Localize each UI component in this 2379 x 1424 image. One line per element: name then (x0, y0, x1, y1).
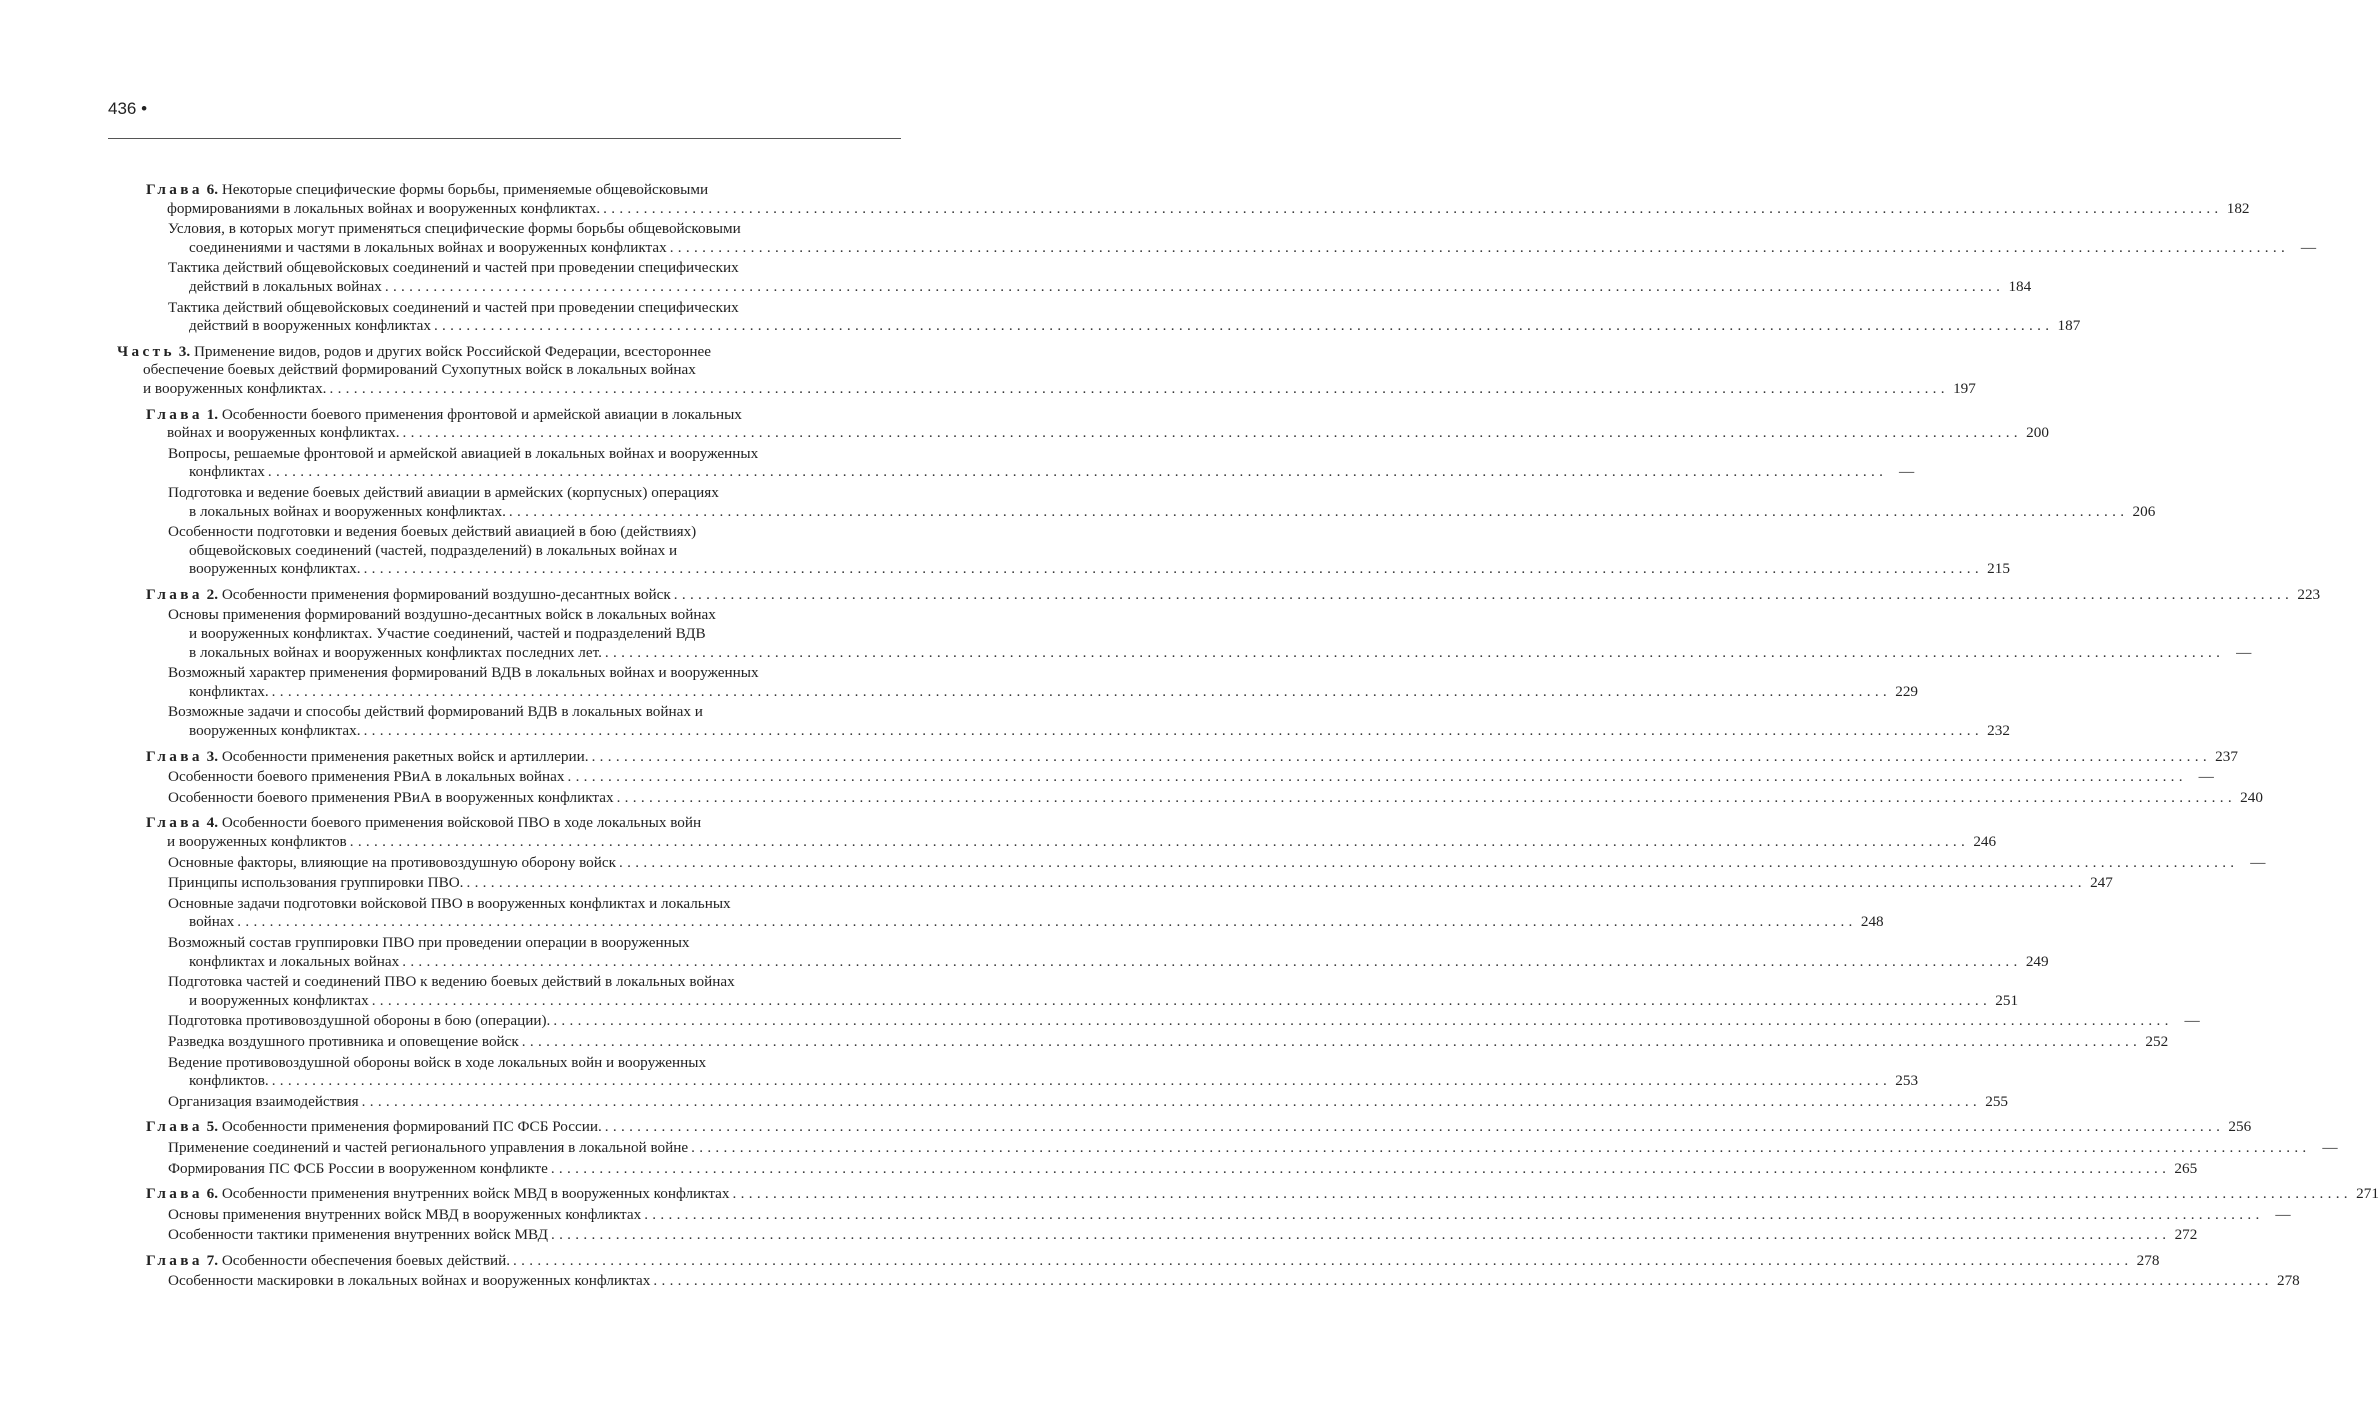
toc-entry-text: Особенности подготовки и ведения боевых действий авиацией в бою (действиях) (168, 523, 697, 541)
toc-section-entry (168, 664, 1919, 701)
toc-leader-dots: ........................................................................................................................................................................................................ (363, 560, 1983, 578)
toc-entry-text: конфликтах. (189, 682, 269, 700)
toc-entry-text: Возможные задачи и способы действий формирований ВДВ в локальных войнах и (168, 703, 703, 721)
toc-entry-text: и вооруженных конфликтах (189, 991, 369, 1009)
toc-leader-dots: ........................................................................................................................................................................................................ (433, 317, 2054, 335)
toc-chapter-entry (146, 181, 2250, 218)
toc-section-entry (168, 853, 2266, 873)
toc-section-entry (168, 523, 2010, 579)
toc-part-entry (117, 342, 1976, 399)
toc-entry-text: Основы применения внутренних войск МВД в вооруженных конфликтах (168, 1205, 642, 1223)
toc-entry-text: в локальных войнах и вооруженных конфликтах. (189, 502, 506, 520)
toc-chapter-entry (146, 1118, 2252, 1137)
toc-page-number: 237 (2215, 747, 2238, 765)
toc-entry-text: формированиями в локальных войнах и вооруженных конфликтах. (167, 199, 601, 217)
toc-section-entry (168, 220, 2317, 257)
toc-leader-dots: ........................................................................................................................................................................................................ (550, 1159, 2171, 1177)
toc-entry-text: Особенности применения внутренних войск МВД в вооруженных конфликтах (221, 1185, 730, 1203)
toc-leader-dots: ........................................................................................................................................................................................................ (363, 722, 1983, 740)
toc-page-number: — (2236, 643, 2252, 661)
toc-entry-text: соединениями и частями в локальных войнах и вооруженных конфликтах (189, 238, 667, 256)
toc-leader-dots: ........................................................................................................................................................................................................ (603, 199, 2223, 217)
toc-leader-dots: ........................................................................................................................................................................................................ (271, 1072, 1892, 1090)
toc-page-number: 256 (2228, 1118, 2252, 1136)
toc-entry-label: Глава (146, 1118, 203, 1136)
toc-page-number: 265 (2174, 1159, 2198, 1177)
toc-leader-dots: ........................................................................................................................................................................................................ (669, 238, 2290, 256)
toc-page-number: — (2322, 1138, 2338, 1156)
toc-chapter-entry (146, 1251, 2160, 1271)
toc-entry-label: Часть (117, 342, 175, 360)
toc-entry-text: Подготовка противовоздушной обороны в бою (операции). (168, 1012, 551, 1030)
toc-section-entry (168, 1159, 2198, 1179)
table-of-contents (0, 181, 2379, 1291)
toc-entry-number: 4. (206, 814, 219, 832)
toc-entry-text: Разведка воздушного противника и оповещение войск (168, 1032, 519, 1050)
toc-section-entry (168, 259, 2032, 296)
toc-entry-text: в локальных войнах и вооруженных конфликтах последних лет. (189, 643, 602, 661)
toc-leader-dots: ........................................................................................................................................................................................................ (619, 853, 2239, 871)
toc-page-number: — (2300, 238, 2317, 256)
toc-section-entry (168, 1138, 2338, 1158)
toc-entry-text: Применение соединений и частей регионального управления в локальной войне (168, 1138, 689, 1156)
toc-entry-label: Глава (146, 814, 203, 832)
toc-section-entry (168, 483, 2156, 521)
toc-page-number: 278 (2136, 1251, 2160, 1269)
toc-entry-text: Особенности обеспечения боевых действий. (221, 1251, 511, 1269)
toc-entry-label: Глава (146, 405, 203, 423)
toc-entry-text: Особенности тактики применения внутренних войск МВД (168, 1226, 548, 1244)
toc-chapter-entry (146, 1185, 2379, 1204)
toc-leader-dots: ........................................................................................................................................................................................................ (237, 913, 1857, 931)
toc-leader-dots: ........................................................................................................................................................................................................ (384, 277, 2005, 295)
toc-section-entry (168, 874, 2113, 893)
toc-page-number: — (2198, 768, 2214, 786)
toc-entry-text: войнах (189, 913, 235, 931)
toc-entry-text: Основные задачи подготовки войсковой ПВО в вооруженных конфликтах и локальных (168, 894, 731, 912)
toc-leader-dots: ........................................................................................................................................................................................................ (361, 1092, 1982, 1110)
toc-leader-dots: ........................................................................................................................................................................................................ (553, 1012, 2173, 1030)
toc-section-entry (168, 606, 2252, 662)
toc-leader-dots: ........................................................................................................................................................................................................ (402, 424, 2022, 442)
toc-entry-text: обеспечение боевых действий формирований Сухопутных войск в локальных войнах (143, 361, 696, 379)
toc-entry-number: 6. (206, 181, 219, 198)
toc-page-number: 278 (2276, 1272, 2300, 1290)
toc-entry-text: Формирования ПС ФСБ России в вооруженном конфликте (168, 1159, 548, 1177)
toc-entry-text: Особенности применения формирований воздушно-десантных войск (221, 585, 671, 603)
toc-section-entry (168, 788, 2263, 808)
toc-entry-label: Глава (146, 585, 203, 603)
toc-page-number: — (2275, 1205, 2291, 1223)
toc-leader-dots: ........................................................................................................................................................................................................ (329, 379, 1949, 397)
toc-leader-dots: ........................................................................................................................................................................................................ (349, 833, 1970, 850)
toc-entry-number: 3. (178, 342, 191, 360)
page-number: 436 • (108, 99, 148, 118)
toc-section-entry (168, 444, 1915, 482)
toc-page-number: — (1899, 463, 1915, 481)
toc-leader-dots: ........................................................................................................................................................................................................ (644, 1205, 2264, 1223)
toc-leader-dots: ........................................................................................................................................................................................................ (466, 874, 2086, 892)
toc-page-number: 240 (2240, 788, 2263, 806)
toc-entry-text: и вооруженных конфликтов (167, 833, 347, 850)
toc-leader-dots: ........................................................................................................................................................................................................ (550, 1226, 2171, 1244)
toc-entry-text: конфликтов. (189, 1072, 269, 1090)
toc-leader-dots: ........................................................................................................................................................................................................ (521, 1032, 2142, 1050)
toc-leader-dots: ........................................................................................................................................................................................................ (673, 585, 2294, 603)
toc-entry-number: 3. (206, 747, 219, 765)
toc-page-number: 223 (2297, 585, 2321, 603)
toc-entry-text: вооруженных конфликтах. (189, 560, 361, 578)
toc-page-number: 255 (1985, 1092, 2009, 1110)
toc-entry-text: Особенности боевого применения войсковой ПВО в ходе локальных войн (221, 814, 702, 832)
toc-section-entry (168, 1012, 2200, 1031)
toc-leader-dots: ........................................................................................................................................................................................................ (732, 1185, 2352, 1203)
toc-entry-text: Подготовка частей и соединений ПВО к ведению боевых действий в локальных войнах (168, 973, 735, 991)
toc-page-number: 182 (2226, 199, 2250, 217)
toc-section-entry (168, 1272, 2300, 1291)
toc-entry-label: Глава (146, 1185, 203, 1203)
toc-entry-text: Подготовка и ведение боевых действий авиации в армейских (корпусных) операциях (168, 483, 719, 501)
toc-page-number: 215 (1987, 560, 2010, 578)
toc-page-number: 271 (2356, 1185, 2379, 1203)
toc-leader-dots: ........................................................................................................................................................................................................ (508, 502, 2129, 520)
toc-entry-text: Тактика действий общевойсковых соединений и частей при проведении специфических (168, 259, 739, 277)
toc-chapter-entry (146, 814, 1997, 851)
toc-leader-dots: ........................................................................................................................................................................................................ (616, 788, 2236, 806)
toc-entry-text: войнах и вооруженных конфликтах. (167, 424, 400, 442)
toc-leader-dots: ........................................................................................................................................................................................................ (402, 952, 2022, 970)
toc-entry-text: Основы применения формирований воздушно-десантных войск в локальных войнах (168, 606, 716, 624)
toc-entry-number: 7. (206, 1251, 219, 1269)
toc-entry-text: вооруженных конфликтах. (189, 722, 361, 740)
toc-entry-number: 5. (206, 1118, 219, 1136)
toc-leader-dots: ........................................................................................................................................................................................................ (567, 768, 2187, 786)
toc-page-number: 206 (2132, 502, 2156, 520)
toc-leader-dots: ........................................................................................................................................................................................................ (691, 1138, 2311, 1156)
toc-entry-label: Глава (146, 1251, 203, 1269)
toc-entry-text: и вооруженных конфликтах. (143, 379, 327, 397)
toc-chapter-entry (146, 405, 2049, 443)
toc-page-number: 249 (2025, 952, 2049, 970)
toc-entry-text: конфликтах (189, 463, 265, 481)
toc-entry-text: Возможный состав группировки ПВО при проведении операции в вооруженных (168, 933, 690, 951)
toc-entry-text: Особенности применения ракетных войск и артиллерии. (221, 747, 589, 765)
toc-leader-dots: ........................................................................................................................................................................................................ (513, 1251, 2133, 1269)
toc-entry-label: Глава (146, 747, 203, 765)
toc-entry-text: Особенности маскировки в локальных войнах и вооруженных конфликтах (168, 1272, 651, 1290)
toc-page-number: 184 (2008, 277, 2032, 295)
toc-entry-text: конфликтах и локальных войнах (189, 952, 400, 970)
toc-leader-dots: ........................................................................................................................................................................................................ (267, 463, 1888, 481)
toc-page-number: — (2184, 1012, 2200, 1030)
toc-leader-dots: ........................................................................................................................................................................................................ (604, 1118, 2225, 1136)
toc-entry-text: и вооруженных конфликтах. Участие соединений, частей и подразделений ВДВ (189, 625, 706, 643)
toc-entry-text: Основные факторы, влияющие на противовоздушную оборону войск (168, 853, 617, 871)
toc-entry-text: Условия, в которых могут применяться специфические формы борьбы общевойсковыми (168, 220, 741, 238)
toc-entry-text: Принципы использования группировки ПВО. (168, 874, 464, 892)
toc-section-entry (168, 298, 2081, 336)
toc-page-number: 251 (1995, 991, 2019, 1009)
toc-page-number: 252 (2145, 1032, 2169, 1050)
toc-section-entry (168, 1032, 2169, 1052)
toc-section-entry (168, 973, 2019, 1010)
toc-page-number: 187 (2057, 317, 2081, 335)
toc-entry-text: Возможный характер применения формирований ВДВ в локальных войнах и вооруженных (168, 664, 759, 682)
toc-page-number: 247 (2090, 874, 2113, 892)
toc-entry-text: действий в локальных войнах (189, 277, 382, 295)
toc-entry-text: общевойсковых соединений (частей, подразделений) в локальных войнах и (189, 541, 678, 559)
toc-section-entry (168, 1226, 2198, 1245)
toc-page-number: 232 (1987, 722, 2010, 740)
toc-page-number: 272 (2174, 1226, 2198, 1244)
toc-entry-text: Организация взаимодействия (168, 1092, 359, 1110)
toc-entry-text: Ведение противовоздушной обороны войск в ходе локальных войн и вооруженных (168, 1053, 707, 1071)
toc-entry-text: Особенности боевого применения РВиА в вооруженных конфликтах (168, 788, 614, 806)
toc-page-number: 248 (1860, 913, 1884, 931)
toc-section-entry (168, 1053, 1919, 1091)
toc-leader-dots: ........................................................................................................................................................................................................ (653, 1272, 2273, 1290)
toc-entry-text: Применение видов, родов и других войск Российской Федерации, всестороннее (193, 342, 711, 360)
toc-entry-text: Особенности боевого применения РВиА в локальных войнах (168, 768, 565, 786)
toc-chapter-entry (146, 585, 2321, 605)
toc-entry-text: Тактика действий общевойсковых соединений и частей при проведении специфических (168, 298, 739, 316)
toc-page-number: 253 (1895, 1072, 1919, 1090)
toc-leader-dots: ........................................................................................................................................................................................................ (604, 643, 2225, 661)
toc-entry-text: Вопросы, решаемые фронтовой и армейской авиацией в локальных войнах и вооруженных (168, 444, 759, 462)
toc-leader-dots: ........................................................................................................................................................................................................ (591, 747, 2211, 765)
toc-page-number: 246 (1973, 833, 1997, 850)
toc-entry-text: Особенности боевого применения фронтовой и армейской авиации в локальных (221, 405, 742, 423)
toc-page-number: 229 (1895, 682, 1919, 700)
toc-section-entry (168, 1205, 2291, 1225)
toc-section-entry (168, 894, 1884, 932)
toc-section-entry (168, 703, 2010, 740)
toc-page-number: 197 (1953, 379, 1976, 397)
toc-section-entry (168, 933, 2049, 971)
toc-entry-text: действий в вооруженных конфликтах (189, 317, 431, 335)
toc-entry-number: 2. (206, 585, 219, 603)
toc-section-entry (168, 768, 2214, 787)
toc-entry-number: 1. (206, 405, 219, 423)
toc-entry-label: Глава (146, 181, 203, 198)
header-rule (108, 138, 901, 139)
toc-section-entry (168, 1092, 2009, 1112)
toc-page-number: 200 (2026, 424, 2049, 442)
toc-chapter-entry (146, 747, 2238, 767)
toc-entry-text: Особенности применения формирований ПС ФСБ России. (221, 1118, 602, 1136)
toc-entry-text: Некоторые специфические формы борьбы, применяемые общевойсковыми (221, 181, 709, 198)
toc-page-number: — (2250, 853, 2266, 871)
toc-entry-number: 6. (206, 1185, 219, 1203)
toc-leader-dots: ........................................................................................................................................................................................................ (271, 682, 1892, 700)
toc-leader-dots: ........................................................................................................................................................................................................ (371, 991, 1992, 1009)
